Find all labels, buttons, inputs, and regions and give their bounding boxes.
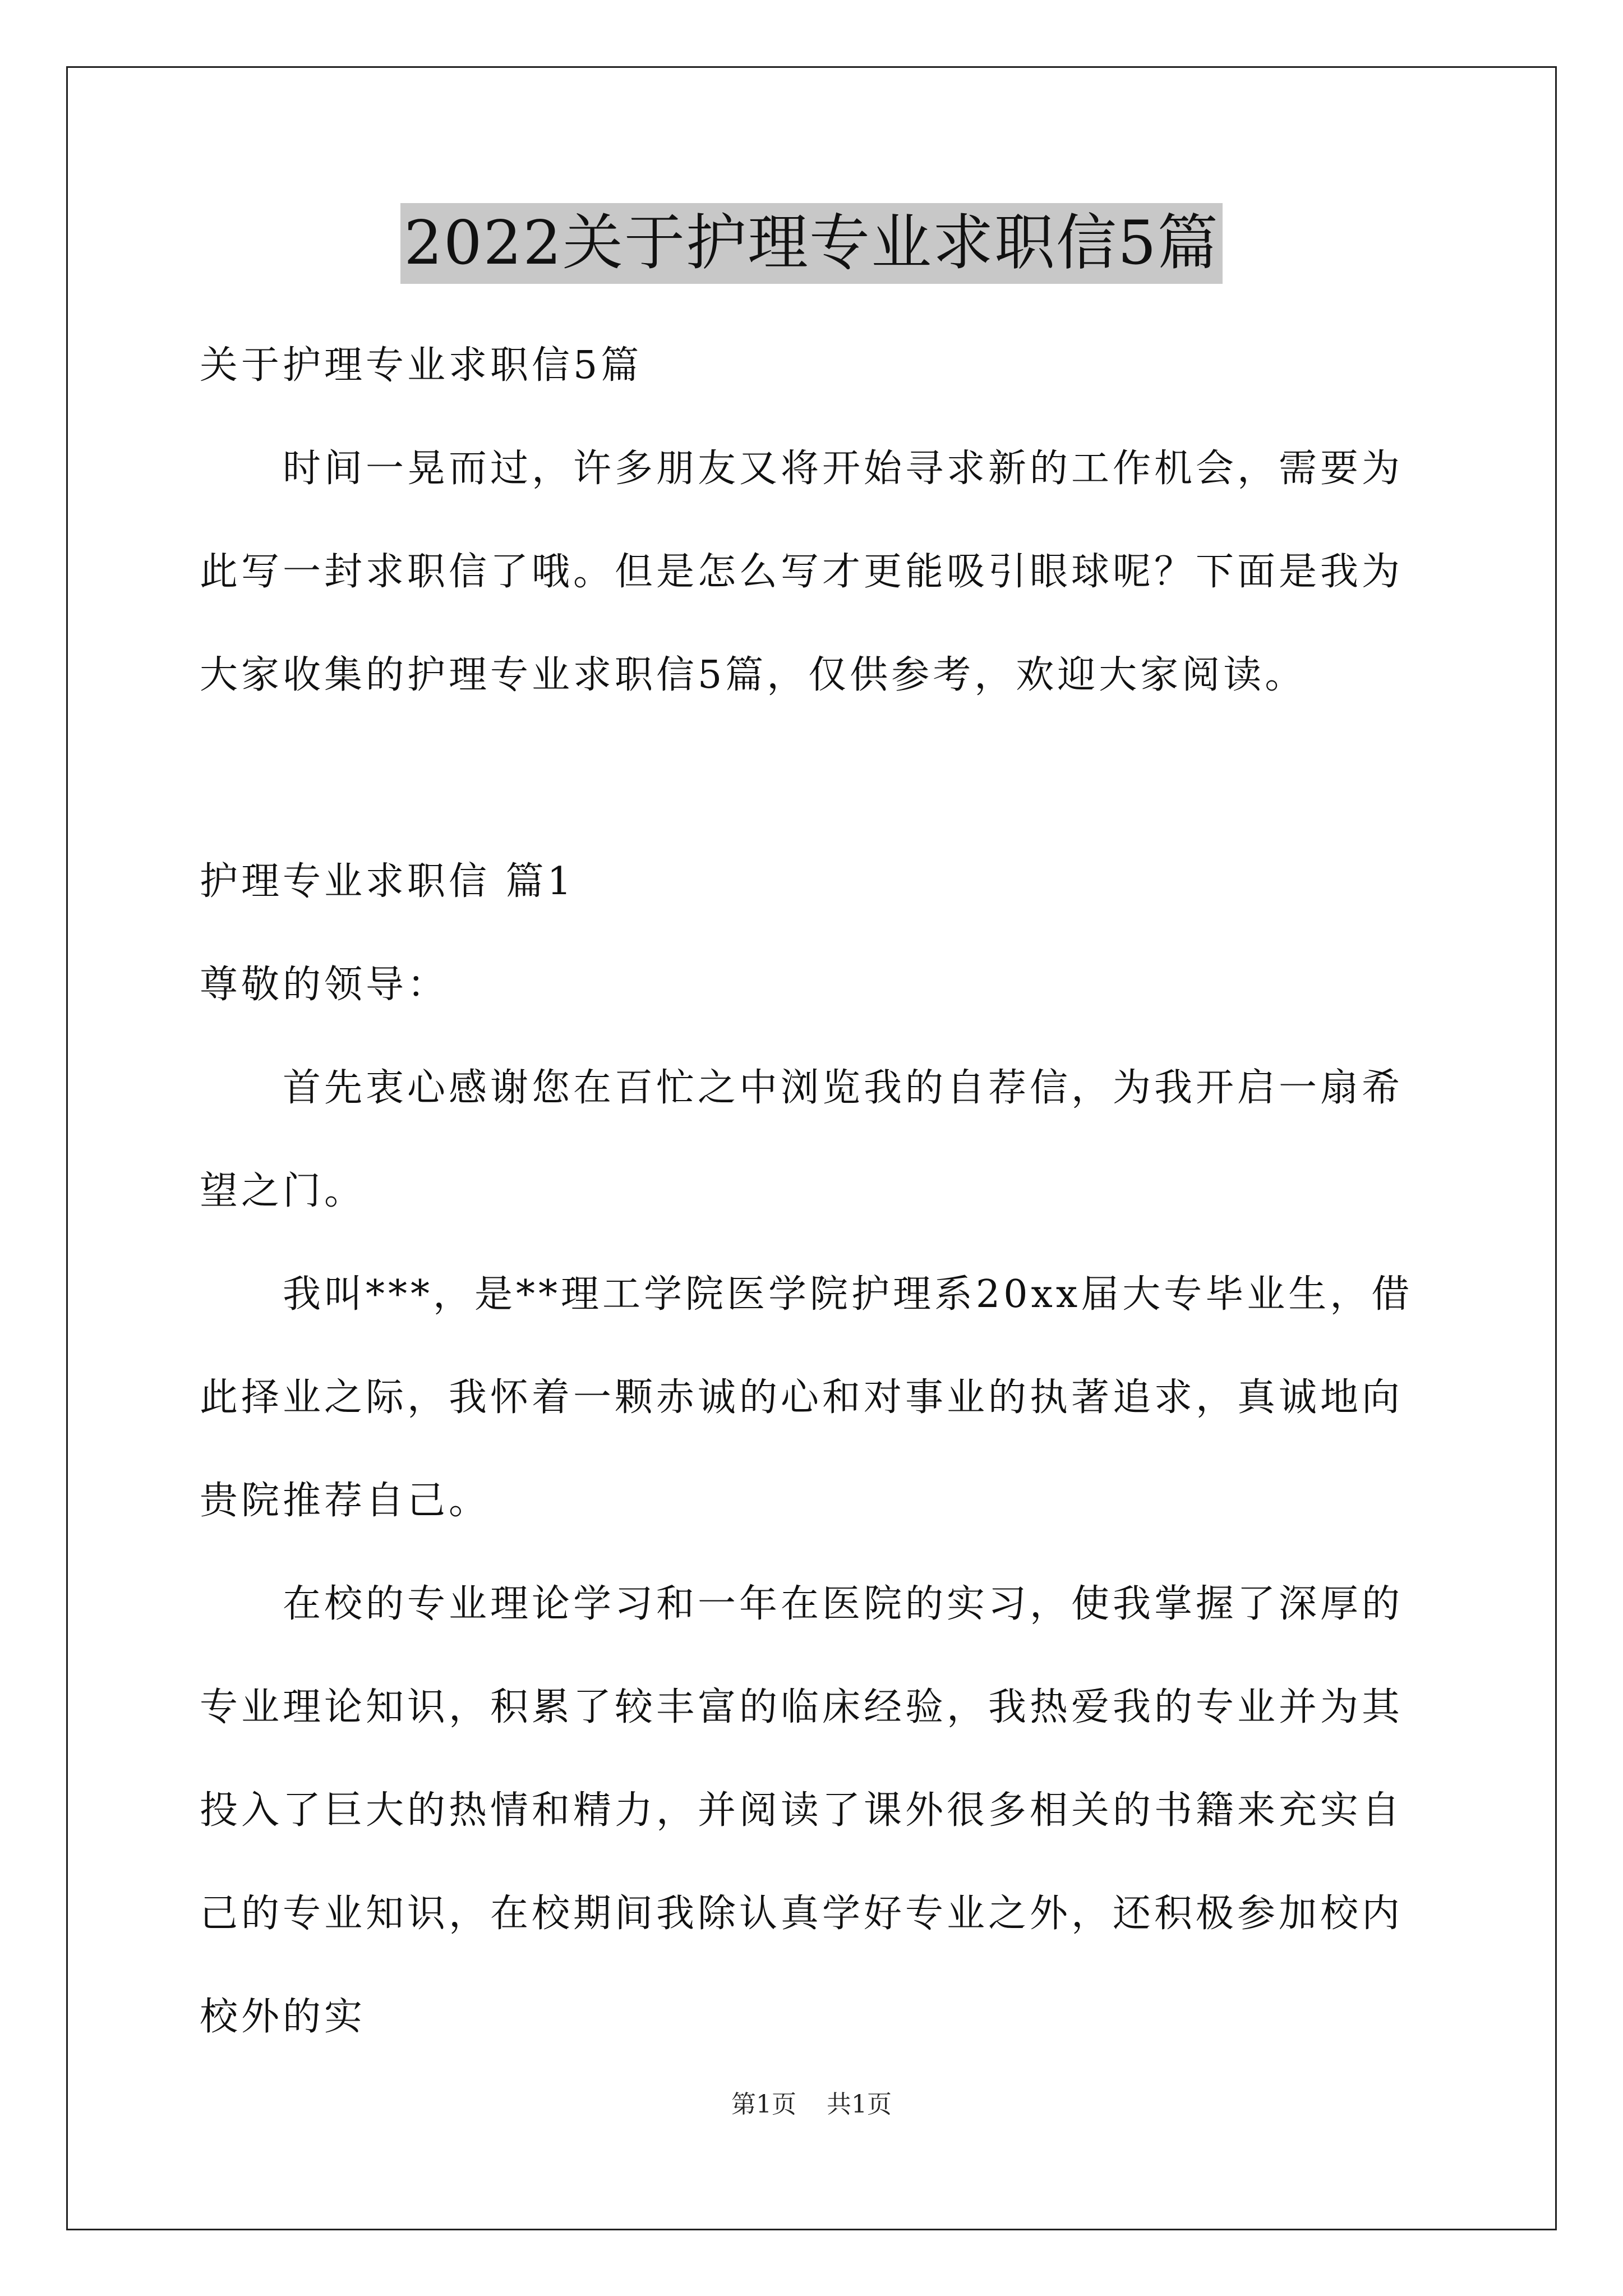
section-heading: 护理专业求职信 篇1 <box>200 859 575 904</box>
page-number: 第1页 <box>731 2090 796 2119</box>
document-body <box>200 314 1433 2069</box>
page-total: 共1页 <box>827 2090 892 2119</box>
intro-paragraph: 时间一晃而过，许多朋友又将开始寻求新的工作机会，需要为此写一封求职信了哦。但是怎么写才更能吸引眼球呢？下面是我为大家收集的护理专业求职信5篇，仅供参考，欢迎大家阅读。 <box>200 447 1404 697</box>
page-footer <box>0 2088 1623 2122</box>
body-paragraph-3: 在校的专业理论学习和一年在医院的实习，使我掌握了深厚的专业理论知识，积累了较丰富的临床经验，我热爱我的专业并为其投入了巨大的热情和精力，并阅读了课外很多相关的书籍来充实自己的专业知识，在校期间我除认真学好专业之外，还积极参加校内校外的实 <box>200 1582 1404 2039</box>
salutation: 尊敬的领导： <box>200 963 449 1007</box>
document-title-text: 2022关于护理专业求职信5篇 <box>400 203 1223 284</box>
document-subtitle: 关于护理专业求职信5篇 <box>200 343 643 388</box>
body-paragraph-2: 我叫***，是**理工学院医学院护理系20xx届大专毕业生，借此择业之际，我怀着一颗赤诚的心和对事业的执著追求，真诚地向贵院推荐自己。 <box>200 1272 1413 1523</box>
document-title <box>0 203 1623 284</box>
body-paragraph-1: 首先衷心感谢您在百忙之中浏览我的自荐信，为我开启一扇希望之门。 <box>200 1066 1404 1213</box>
